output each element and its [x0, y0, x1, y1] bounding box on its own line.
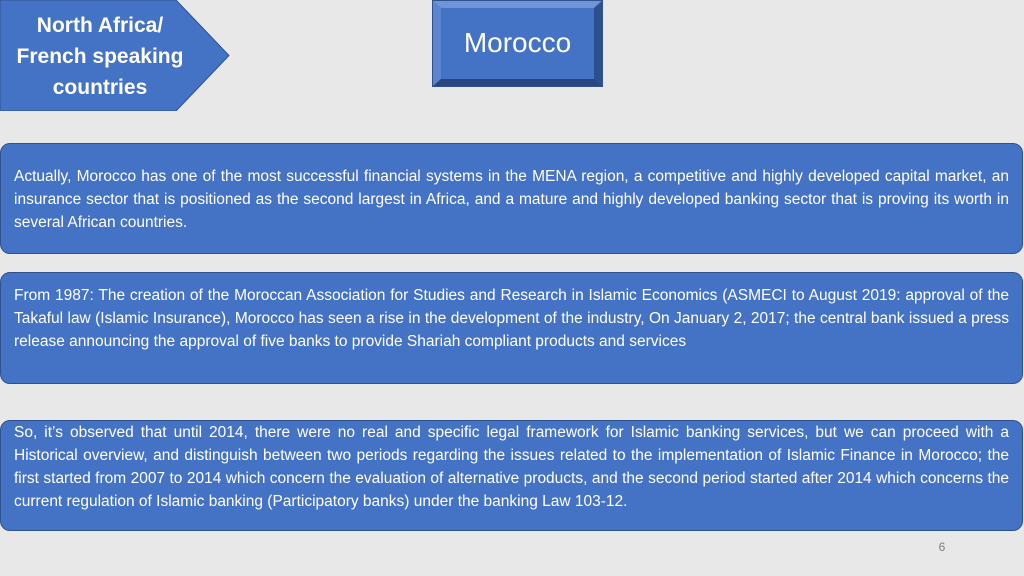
panel-3-text: So, it’s observed that until 2014, there were no real and specific legal framework for Islamic banking services, but we can proceed with a Historical overview, and distinguish between two periods regarding the issues related to the implementation of Islamic Finance in Morocco; the first started from 2007 to 2014 which concern the evaluation of alternative products, and the second period started after 2014 which concerns the current regulation of Islamic banking (Participatory banks) under the banking Law 103-12. [14, 424, 1009, 510]
panel-2-text: From 1987: The creation of the Moroccan Association for Studies and Research in Islamic Economics (ASMECI to August 2019: approval of the Takaful law (Islamic Insurance), Morocco has seen a rise in the development of the industry, On January 2, 2017; the central bank issued a press release announcing the approval of five banks to provide Shariah compliant products and services [14, 287, 1009, 350]
section-tag-line-1: North Africa/ [36, 14, 164, 37]
section-tag-line-2: French speaking [16, 45, 184, 68]
text-panel-history [0, 272, 1023, 384]
page-title: Morocco [463, 27, 572, 58]
section-tag-arrow [0, 0, 230, 111]
section-tag-line-3: countries [52, 76, 148, 99]
text-panel-framework [0, 420, 1023, 531]
panel-1-text: Actually, Morocco has one of the most successful financial systems in the MENA region, a competitive and highly developed capital market, an insurance sector that is positioned as the second largest in Africa, and a mature and highly developed banking sector that is proving its worth in several African countries. [14, 168, 1009, 231]
title-bevel-box [432, 0, 603, 87]
section-tag-text [0, 10, 200, 103]
text-panel-overview [0, 143, 1023, 254]
page-number: 6 [938, 540, 946, 554]
